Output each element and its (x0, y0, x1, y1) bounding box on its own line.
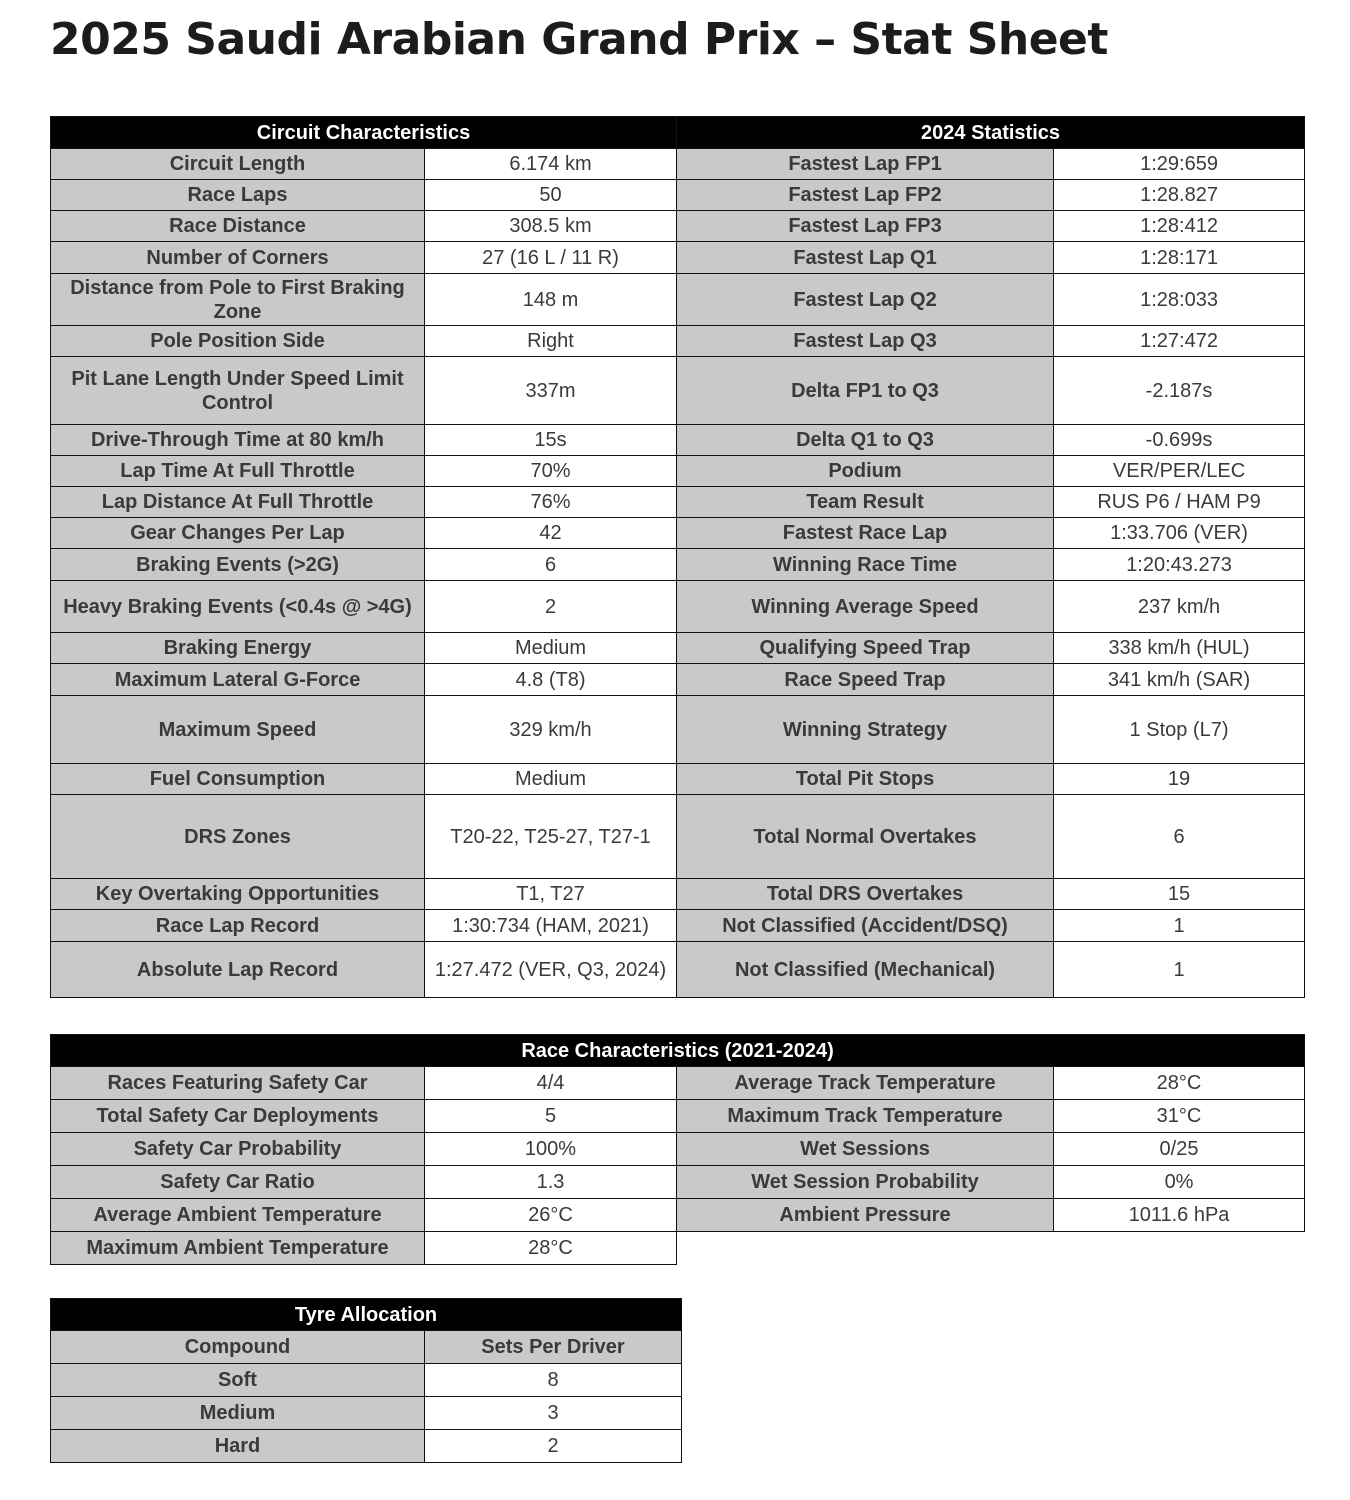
circuit-value: 42 (425, 518, 677, 549)
race-label: Safety Car Probability (51, 1133, 425, 1166)
circuit-value: 4.8 (T8) (425, 664, 677, 696)
statistic-value: 341 km/h (SAR) (1054, 664, 1305, 696)
circuit-value: 15s (425, 425, 677, 456)
statistic-label: Total DRS Overtakes (677, 879, 1054, 910)
circuit-value: 76% (425, 487, 677, 518)
table-row (51, 242, 1305, 274)
race-value: 28°C (1054, 1067, 1305, 1100)
table-row (51, 274, 1305, 326)
tyre-compound: Medium (51, 1397, 425, 1430)
race-characteristics-header: Race Characteristics (2021-2024) (51, 1035, 1305, 1067)
race-value: 26°C (425, 1199, 677, 1232)
circuit-label: Braking Events (>2G) (51, 549, 425, 581)
table-row (51, 518, 1305, 549)
race-label: Races Featuring Safety Car (51, 1067, 425, 1100)
table-row (51, 942, 1305, 998)
circuit-label: Lap Distance At Full Throttle (51, 487, 425, 518)
race-label: Average Track Temperature (677, 1067, 1054, 1100)
statistic-label: Not Classified (Mechanical) (677, 942, 1054, 998)
table-row (51, 1199, 1305, 1232)
statistic-label: Fastest Lap Q3 (677, 326, 1054, 357)
circuit-label: Maximum Speed (51, 696, 425, 764)
race-label: Wet Session Probability (677, 1166, 1054, 1199)
tyre-sets: 8 (425, 1364, 682, 1397)
sets-column-header: Sets Per Driver (425, 1331, 682, 1364)
statistic-label: Qualifying Speed Trap (677, 633, 1054, 664)
table-row (51, 1364, 682, 1397)
table-row (51, 357, 1305, 425)
race-characteristics-table (50, 1034, 1305, 1265)
table-row (51, 633, 1305, 664)
compound-column-header: Compound (51, 1331, 425, 1364)
statistic-label: Winning Average Speed (677, 581, 1054, 633)
statistic-value: 1:28:412 (1054, 211, 1305, 242)
circuit-label: Circuit Length (51, 149, 425, 180)
race-value: 1011.6 hPa (1054, 1199, 1305, 1232)
statistic-value: 1:28:033 (1054, 274, 1305, 326)
table-row (51, 1067, 1305, 1100)
circuit-value: 6.174 km (425, 149, 677, 180)
statistic-value: 237 km/h (1054, 581, 1305, 633)
statistic-value: 338 km/h (HUL) (1054, 633, 1305, 664)
statistic-value: 15 (1054, 879, 1305, 910)
statistic-label: Fastest Lap Q2 (677, 274, 1054, 326)
table-row (51, 1133, 1305, 1166)
statistic-label: Not Classified (Accident/DSQ) (677, 910, 1054, 942)
table-row (51, 326, 1305, 357)
table-row (51, 764, 1305, 795)
race-label: Maximum Track Temperature (677, 1100, 1054, 1133)
circuit-value: T20-22, T25-27, T27-1 (425, 795, 677, 879)
race-value: 0% (1054, 1166, 1305, 1199)
table-row (51, 549, 1305, 581)
circuit-label: Distance from Pole to First Braking Zone (51, 274, 425, 326)
circuit-label: Race Lap Record (51, 910, 425, 942)
circuit-label: Heavy Braking Events (<0.4s @ >4G) (51, 581, 425, 633)
statistic-label: Winning Strategy (677, 696, 1054, 764)
race-label: Maximum Ambient Temperature (51, 1232, 425, 1265)
statistic-value: 1:33.706 (VER) (1054, 518, 1305, 549)
circuit-value: 6 (425, 549, 677, 581)
table-row (51, 664, 1305, 696)
tyre-sets: 2 (425, 1430, 682, 1463)
table-row (51, 1397, 682, 1430)
table-row (51, 456, 1305, 487)
statistic-label: Total Pit Stops (677, 764, 1054, 795)
statistic-label: Team Result (677, 487, 1054, 518)
tyre-compound: Hard (51, 1430, 425, 1463)
circuit-label: Pit Lane Length Under Speed Limit Control (51, 357, 425, 425)
statistic-value: 1:27:472 (1054, 326, 1305, 357)
statistic-value: 1 (1054, 910, 1305, 942)
statistic-value: 1:20:43.273 (1054, 549, 1305, 581)
statistic-value: 1 (1054, 942, 1305, 998)
circuit-value: Medium (425, 764, 677, 795)
circuit-label: Absolute Lap Record (51, 942, 425, 998)
table-row (51, 581, 1305, 633)
circuit-label: Pole Position Side (51, 326, 425, 357)
statistic-value: 6 (1054, 795, 1305, 879)
race-value: 28°C (425, 1232, 677, 1265)
circuit-value: 337m (425, 357, 677, 425)
statistic-value: 1:29:659 (1054, 149, 1305, 180)
table-row (51, 211, 1305, 242)
race-label: Safety Car Ratio (51, 1166, 425, 1199)
circuit-label: Maximum Lateral G-Force (51, 664, 425, 696)
circuit-value: 148 m (425, 274, 677, 326)
table-row (51, 795, 1305, 879)
statistic-value: 1 Stop (L7) (1054, 696, 1305, 764)
statistic-label: Fastest Lap Q1 (677, 242, 1054, 274)
statistic-value: 1:28.827 (1054, 180, 1305, 211)
race-value: 100% (425, 1133, 677, 1166)
race-label: Ambient Pressure (677, 1199, 1054, 1232)
race-value: 0/25 (1054, 1133, 1305, 1166)
tyre-sets: 3 (425, 1397, 682, 1430)
statistic-label: Fastest Lap FP3 (677, 211, 1054, 242)
circuit-label: Key Overtaking Opportunities (51, 879, 425, 910)
table-row (51, 180, 1305, 211)
circuit-label: Gear Changes Per Lap (51, 518, 425, 549)
statistic-label: Fastest Lap FP1 (677, 149, 1054, 180)
statistic-value: VER/PER/LEC (1054, 456, 1305, 487)
circuit-label: Lap Time At Full Throttle (51, 456, 425, 487)
statistic-label: Fastest Race Lap (677, 518, 1054, 549)
circuit-label: Braking Energy (51, 633, 425, 664)
circuit-value: 308.5 km (425, 211, 677, 242)
race-label: Average Ambient Temperature (51, 1199, 425, 1232)
circuit-value: 1:30:734 (HAM, 2021) (425, 910, 677, 942)
circuit-label: Drive-Through Time at 80 km/h (51, 425, 425, 456)
circuit-label: Race Distance (51, 211, 425, 242)
circuit-label: DRS Zones (51, 795, 425, 879)
race-label: Total Safety Car Deployments (51, 1100, 425, 1133)
circuit-and-statistics-table (50, 116, 1305, 998)
table-row (51, 696, 1305, 764)
page-title: 2025 Saudi Arabian Grand Prix – Stat Sheet (50, 14, 1108, 65)
statistics-2024-header: 2024 Statistics (677, 117, 1305, 149)
circuit-value: 50 (425, 180, 677, 211)
table-row (51, 487, 1305, 518)
table-row (51, 910, 1305, 942)
statistic-label: Fastest Lap FP2 (677, 180, 1054, 211)
statistic-label: Podium (677, 456, 1054, 487)
table-row (51, 879, 1305, 910)
empty-cell (677, 1232, 1305, 1265)
circuit-value: Right (425, 326, 677, 357)
table-row (51, 1232, 1305, 1265)
circuit-label: Race Laps (51, 180, 425, 211)
race-value: 1.3 (425, 1166, 677, 1199)
tyre-allocation-header: Tyre Allocation (51, 1299, 682, 1331)
statistic-value: 1:28:171 (1054, 242, 1305, 274)
table-row (51, 149, 1305, 180)
statistic-label: Delta FP1 to Q3 (677, 357, 1054, 425)
race-label: Wet Sessions (677, 1133, 1054, 1166)
statistic-value: 19 (1054, 764, 1305, 795)
statistic-label: Winning Race Time (677, 549, 1054, 581)
table-row (51, 1166, 1305, 1199)
race-value: 4/4 (425, 1067, 677, 1100)
tyre-compound: Soft (51, 1364, 425, 1397)
statistic-label: Race Speed Trap (677, 664, 1054, 696)
race-value: 31°C (1054, 1100, 1305, 1133)
circuit-characteristics-header: Circuit Characteristics (51, 117, 677, 149)
circuit-value: 27 (16 L / 11 R) (425, 242, 677, 274)
statistic-label: Total Normal Overtakes (677, 795, 1054, 879)
tyre-allocation-table (50, 1298, 682, 1463)
statistic-value: -0.699s (1054, 425, 1305, 456)
circuit-value: T1, T27 (425, 879, 677, 910)
circuit-value: Medium (425, 633, 677, 664)
circuit-value: 2 (425, 581, 677, 633)
statistic-label: Delta Q1 to Q3 (677, 425, 1054, 456)
circuit-value: 1:27.472 (VER, Q3, 2024) (425, 942, 677, 998)
table-row (51, 425, 1305, 456)
statistic-value: RUS P6 / HAM P9 (1054, 487, 1305, 518)
circuit-label: Fuel Consumption (51, 764, 425, 795)
circuit-label: Number of Corners (51, 242, 425, 274)
circuit-value: 70% (425, 456, 677, 487)
table-row (51, 1100, 1305, 1133)
race-value: 5 (425, 1100, 677, 1133)
statistic-value: -2.187s (1054, 357, 1305, 425)
circuit-value: 329 km/h (425, 696, 677, 764)
table-row (51, 1430, 682, 1463)
